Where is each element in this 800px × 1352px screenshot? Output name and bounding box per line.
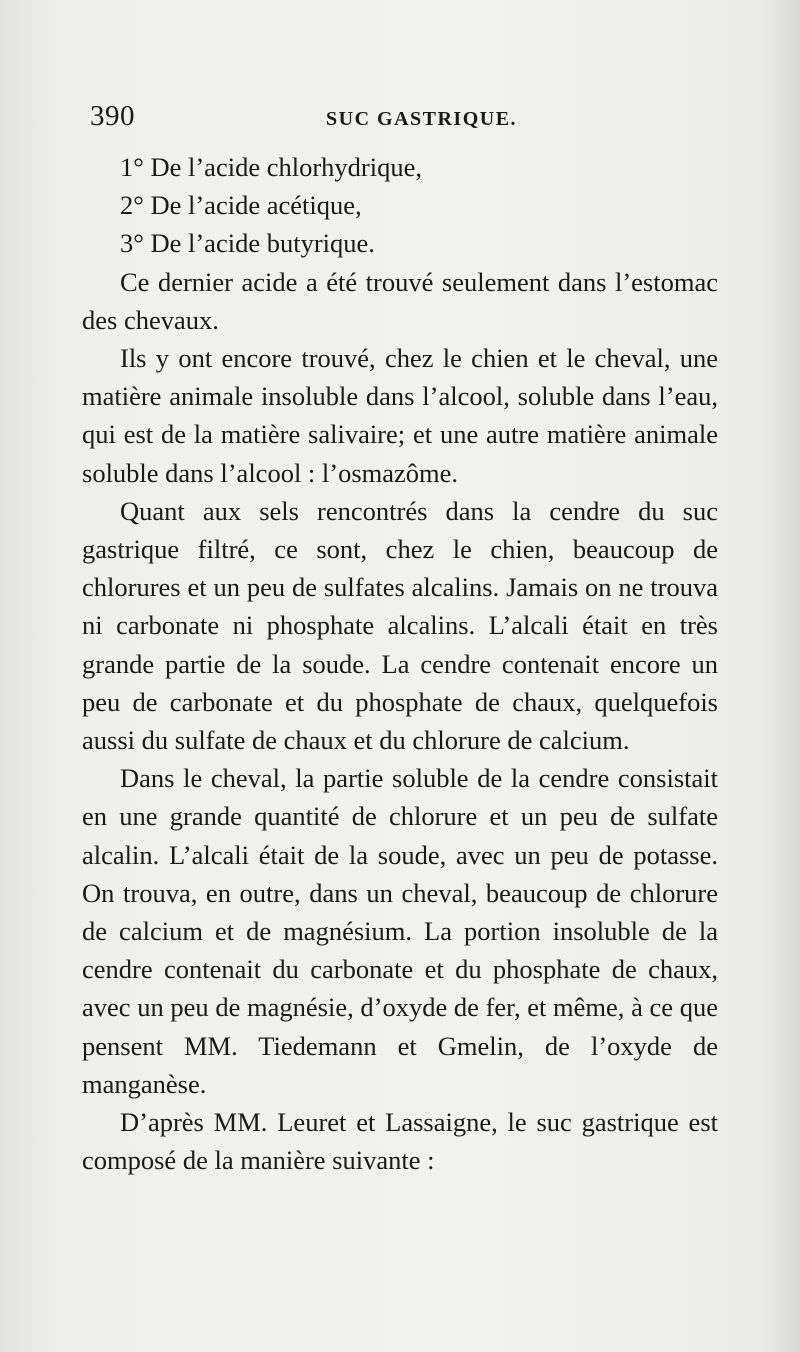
page-header <box>90 100 710 136</box>
body-text <box>82 148 718 1179</box>
paragraph: Ils y ont encore trouvé, chez le chien et le cheval, une matière animale insoluble dans l’alcool, soluble dans l’eau, qui est de la matière salivaire; et une autre matière animale soluble dans l’alcool : l’osmazôme. <box>82 343 718 488</box>
acid-list-item: 3° De l’acide butyrique. <box>120 228 375 259</box>
paragraph: Quant aux sels rencontrés dans la cendre du suc gastrique filtré, ce sont, chez le chien, beaucoup de chlorures et un peu de sulfates alcalins. Jamais on ne trouva ni carbonate ni phosphate alcalins. L’alcali était en très grande partie de la soude. La cendre contenait encore un peu de carbonate et du phosphate de chaux, quelquefois aussi du sulfate de chaux et du chlorure de calcium. <box>82 495 718 756</box>
paragraph: Ce dernier acide a été trouvé seulement dans l’estomac des chevaux. <box>82 266 718 335</box>
running-title: SUC GASTRIQUE. <box>326 108 518 130</box>
paragraph: Dans le cheval, la partie soluble de la cendre consistait en une grande quantité de chlorure et un peu de sulfate alcalin. L’alcali était de la soude, avec un peu de potasse. On trouva, en outre, dans un cheval, beaucoup de chlorure de calcium et de magnésium. La portion insoluble de la cendre contenait du carbonate et du phosphate de chaux, avec un peu de magnésie, d’oxyde de fer, et même, à ce que pensent MM. Tiedemann et Gmelin, de l’oxyde de manganèse. <box>82 763 718 1099</box>
paragraph: D’après MM. Leuret et Lassaigne, le suc gastrique est composé de la manière suivante : <box>82 1107 718 1176</box>
page-number: 390 <box>90 100 135 132</box>
acid-list-item: 1° De l’acide chlorhydrique, <box>120 152 422 182</box>
acid-list-item: 2° De l’acide acétique, <box>120 190 362 221</box>
